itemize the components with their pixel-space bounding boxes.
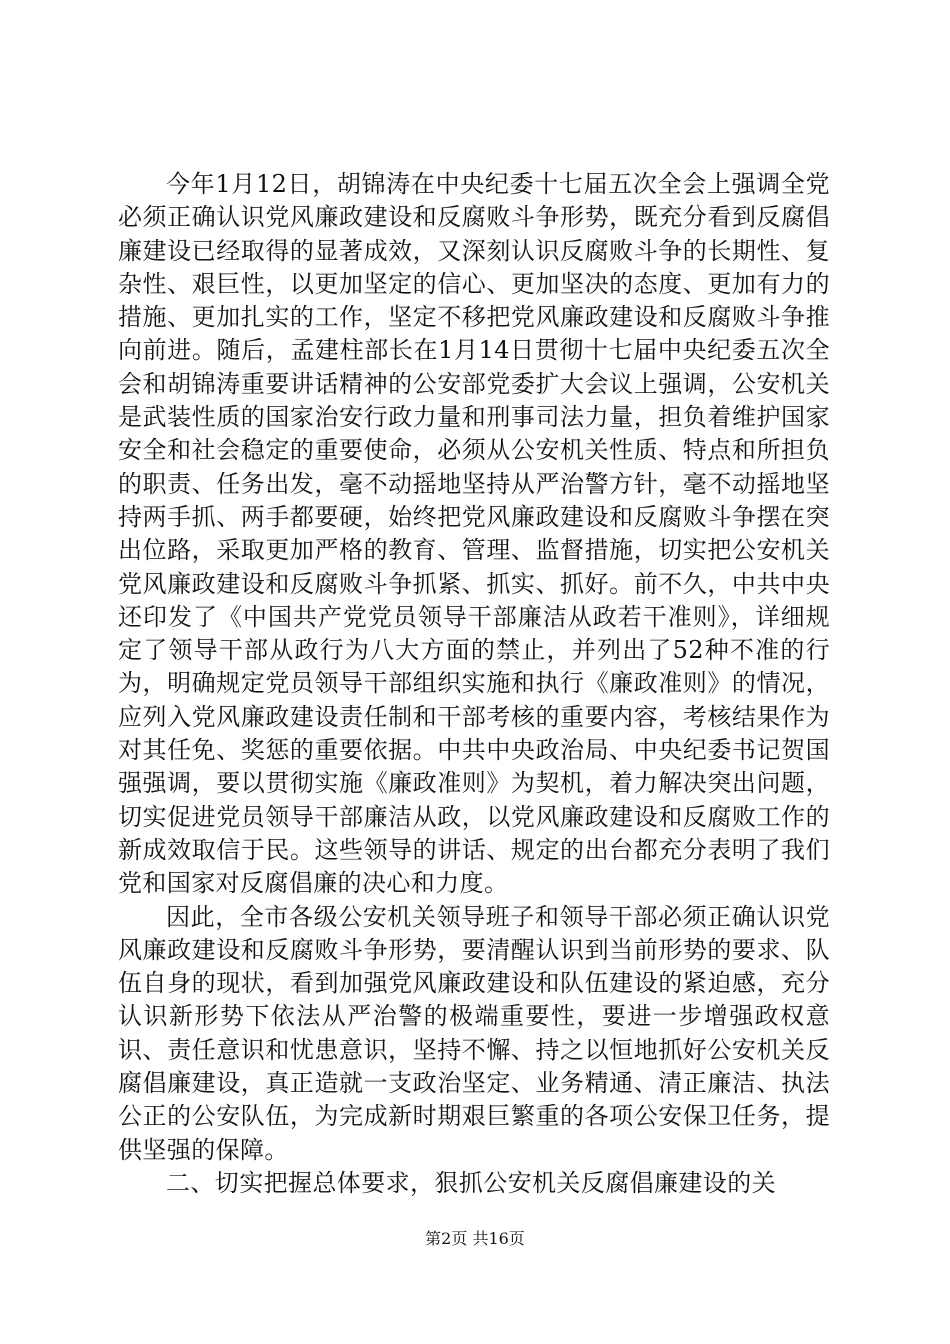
paragraph-3: 二、切实把握总体要求，狠抓公安机关反腐倡廉建设的关 — [166, 1168, 776, 1197]
paragraph-1: 今年1月12日，胡锦涛在中央纪委十七届五次全会上强调全党必须正确认识党风廉政建设和反腐败斗争形势，既充分看到反腐倡廉建设已经取得的显著成效，又深刻认识反腐败斗争的长期性、复杂性、艰巨性，以更加坚定的信心、更加坚决的态度、更加有力的措施、更加扎实的工作，坚定不移把党风廉政建设和反腐败斗争推向前进。随后，孟建柱部长在1月14日贯彻十七届中央纪委五次全会和胡锦涛重要讲话精神的公安部党委扩大会议上强调，公安机关是武装性质的国家治安行政力量和刑事司法力量，担负着维护国家安全和社会稳定的重要使命，必须从公安机关性质、特点和所担负的职责、任务出发，毫不动摇地坚持从严治警方针，毫不动摇地坚持两手抓、两手都要硬，始终把党风廉政建设和反腐败斗争摆在突出位路，采取更加严格的教育、管理、监督措施，切实把公安机关党风廉政建设和反腐败斗争抓紧、抓实、抓好。前不久，中共中央还印发了《中国共产党党员领导干部廉洁从政若干准则》，详细规定了领导干部从政行为八大方面的禁止，并列出了52种不准的行为，明确规定党员领导干部组织实施和执行《廉政准则》的情况，应列入党风廉政建设责任制和干部考核的重要内容，考核结果作为对其任免、奖惩的重要依据。中共中央政治局、中央纪委书记贺国强强调，要以贯彻实施《廉政准则》为契机，着力解决突出问题，切实促进党员领导干部廉洁从政，以党风廉政建设和反腐败工作的新成效取信于民。这些领导的讲话、规定的出台都充分表明了我们党和国家对反腐倡廉的决心和力度。 — [118, 170, 830, 898]
page-footer: 第2页 共16页 — [425, 1229, 525, 1248]
document-body — [118, 168, 830, 1200]
paragraph-2: 因此，全市各级公安机关领导班子和领导干部必须正确认识党风廉政建设和反腐败斗争形势，要清醒认识到当前形势的要求、队伍自身的现状，看到加强党风廉政建设和队伍建设的紧迫感，充分认识新形势下依法从严治警的极端重要性，要进一步增强政权意识、责任意识和忧患意识，坚持不懈、持之以恒地抓好公安机关反腐倡廉建设，真正造就一支政治坚定、业务精通、清正廉洁、执法公正的公安队伍，为完成新时期艰巨繁重的各项公安保卫任务，提供坚强的保障。 — [118, 902, 830, 1164]
